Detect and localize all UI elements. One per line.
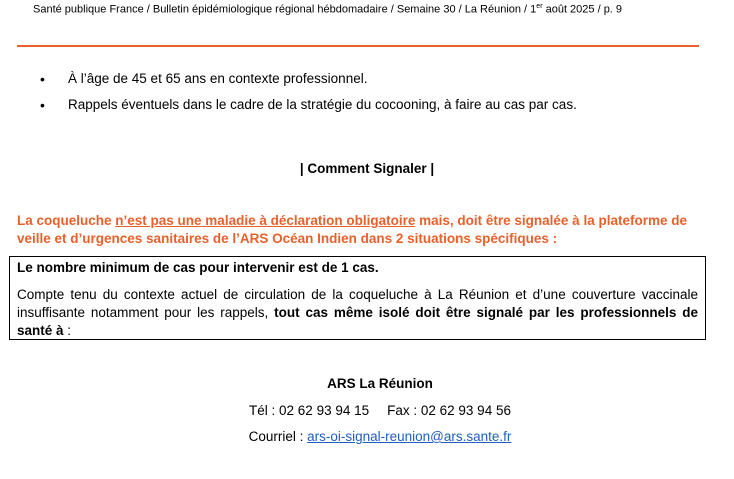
- page-header: [33, 3, 622, 16]
- contact-phone-line: [0, 403, 734, 429]
- contact-email-link[interactable]: ars-oi-signal-reunion@ars.sante.fr: [307, 429, 512, 444]
- header-text-end: août 2025 / p. 9: [542, 3, 623, 16]
- list-item-text: À l’âge de 45 et 65 ans en contexte professionnel.: [68, 71, 368, 86]
- alert-text-start: La coqueluche: [17, 213, 116, 228]
- list-item: [40, 96, 577, 122]
- reporting-criteria-box: [9, 256, 706, 340]
- contact-email-label: Courriel :: [248, 429, 308, 444]
- header-text: Santé publique France / Bulletin épidémiologique régional hébdomadaire / Semaine 30 / La Réunion / 1: [33, 3, 537, 16]
- alert-underlined-text: n’est pas une maladie à déclaration obligatoire: [115, 213, 416, 228]
- contact-org: ARS La Réunion: [327, 376, 433, 391]
- context-bold-text: tout cas même isolé doit être signalé par les professionnels de santé à: [17, 305, 698, 338]
- bullet-list: [40, 70, 577, 122]
- header-superscript: er: [536, 3, 543, 10]
- context-end-text: :: [63, 323, 72, 338]
- contact-email-line: [0, 429, 734, 455]
- contact-block: [0, 376, 734, 455]
- context-text: Compte tenu du contexte actuel de circulation de la coqueluche à La Réunion et d’une couverture vaccinale insuffisante notamment pour les rappels,: [17, 287, 698, 320]
- min-cases-text: Le nombre minimum de cas pour intervenir est de 1 cas.: [17, 260, 379, 275]
- header-divider: [17, 45, 699, 47]
- list-item: [40, 70, 577, 96]
- bullet-icon: •: [40, 97, 45, 113]
- context-paragraph: [17, 286, 698, 340]
- reporting-alert: [17, 212, 707, 248]
- alert-text-end: mais, doit être signalée à la plateforme de veille et d’urgences sanitaires de l’ARS Océan Indien dans 2 situations spécifiques :: [17, 213, 687, 246]
- contact-fax: Fax : 02 62 93 94 56: [387, 403, 511, 418]
- contact-tel: Tél : 02 62 93 94 15: [249, 403, 370, 418]
- list-item-text: Rappels éventuels dans le cadre de la stratégie du cocooning, à faire au cas par cas.: [68, 97, 577, 112]
- section-title: | Comment Signaler |: [299, 161, 435, 176]
- bullet-icon: •: [40, 71, 45, 87]
